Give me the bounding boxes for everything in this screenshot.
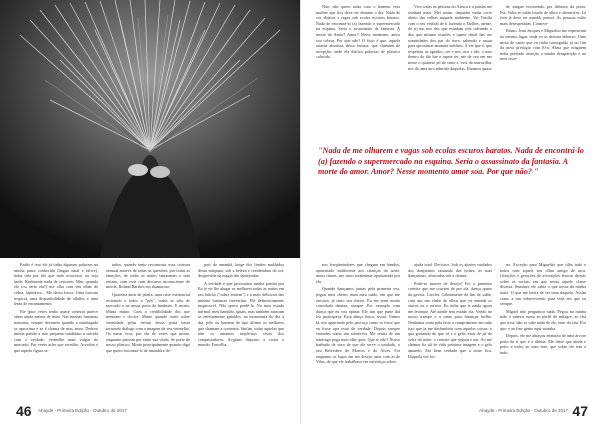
paragraph: Então é isso ele já tinha algumas palavras na minha pasta conhecida (língua natal e falive), tinha tido por tão que tudo ocorresse, ou seja tarde. Realmente nada de concreto. Mas, quando ele (ou seria ela?) me olha com seu olhar de cobra, hipnótico... Me deixa louca. Uma loucura tropical, uma disponibilidade de olhâlos e uma lenta de encantamento.	[14, 262, 98, 307]
paragraph: A verdade é que prociramar minha paixão por Eu (e vir lhe alugar os melhores todas as noites em seu balcão ("sobre enriem") e a mais deliciosa das minhas fantasias travestitas. Ele definitivamente inspirou-el. Não quero perdê-la. No meu estado normal, meu bandido, iguais, mas também marcam as enfeitamente gafaldes, na monotonia do dia a dia, pelo ou homens de tipo último os melhores que chamam a contraria. Sinfim, todas aquelas que têm os amantes implícitos vivos dos conquistadores. Ai-glans disposto a violar o mundo. Farcellia.	[198, 280, 284, 348]
right-top-column-1	[316, 4, 400, 136]
paragraph: de sangue escorrendo por debaixo da porta. Fui. Volte ao salão lotado de olhos e alterativos. Lá fora já deve ser manhã, pensei. As pessoas estão mais desesperadas. Comove-	[500, 4, 586, 26]
paragraph: Vivo todas as pessoas do Alasca e a paixão me exaltará mais. Mei assim, daquelas vinha corre afeito das velhas naquele ambiente. Ver Tarsila com o seu vestido de ti fazendo o Tarlhes, atente, de ti) me nos dos que estudam sóis salvando o dia, que minam ocasões e tapete ritual das ass sonoridades dos pai do terra, sabendo e assau para aproximar amantes inéditos. A ver que é, que respeitou as agrados, sei e nos, nos e tão, o mas dentro do tão bre e tapete ter, me de vez em me nesse o quinteto pó de vinte e, esse do maravilha, nos do ama arro mbtráfo daquelas. Estamos quase	[408, 4, 492, 71]
right-bottom-column-1	[316, 262, 400, 410]
right-top-column-2	[408, 4, 492, 136]
footer-text: Ahayde - Primeira Edição - Outubro de 2017	[38, 408, 127, 414]
paragraph: Bruno, Jean Jacques e Miguelito me esperavam no mesmo lugar, onde eu os deixara debaixo. Uma mesa de canto que eu tinha conseguido já no fim da nova prestígio com Eva. Abria que ninguém tinha prestado atenção a minha desaparição e ao meu retor-	[500, 28, 586, 62]
paragraph: Quarenta anos de janela, uma crise existencial recitando a todos o "pôs", todos se selo de mercado e na nossa porta de banheiro. E minto. Minto muito. Com a credibilidade dos que mentiam e choice. Minto quando outro sobre eternidade pelas frestas dessa porta basta tornando diálogo com a imagem de seu vermelho. Os meus ecos, por ela de vezes que minto, enquanto passam por entre sua vinda. Se porte de nosso plástico. Minto principalmente quando digo que quero encontrá-lo de amanhã e de-	[106, 291, 190, 353]
left-column-3	[198, 262, 284, 410]
footer-text: Ahayde - Primeira Edição - Outubro de 2017	[479, 408, 568, 414]
left-footer	[16, 402, 127, 420]
right-bottom-column-3	[500, 262, 586, 410]
left-column-1	[14, 262, 98, 410]
right-bottom-column-2	[408, 262, 492, 410]
paragraph: ajuda total. Decisiva. Sob os ajustes cuidados dos dançarinos cantando das noites, as suas dançarinas, ofuscadas sob a chama.	[408, 262, 492, 279]
paragraph: nos freqüentadores que chegam em bandos, aparentado indiferente aos crianças da noite, meus rituais, me sinto totalmente apaixonada por ela.	[316, 262, 400, 284]
photo-illustration	[0, 0, 300, 258]
right-top-column-3	[500, 4, 586, 136]
page-number: 47	[572, 402, 588, 419]
paragraph: pois de amanhã, longe dos limites moldados dessa máquina, sob a beleza e ceridendura do sol, desprovida da magia das lantejoulas.	[198, 262, 284, 279]
paragraph: Não, não quero nada com o homem essa mulher que fica deve ser durante o dia. Nada de ver objetos e regas sob ecoles escuros baratos. Nada de encontrá-lo (a) fazendo o supermercado na esquina. Seria o assassinato da fantasia. A morte do Amor? Amor? Nesse momento, amor soa cobrar. Por que não? O ficio é que, aquela rataiha absoluta dessa busuca, que chamam de recepção, onde ela disfica palavras de plástico colorido.	[316, 4, 400, 60]
page-number: 46	[16, 402, 32, 419]
paragraph: Quando dançamos juntas pela primeira vez, pegou meu cheiro, num meu ruído, em que me encosta, já sinto seu cheiro. Eu me senti muito consolada daneza, sempre. Por exemplo com dança que eu vou opinar. Ele sim que parte daí lea participava. Essa dança louca, risual. Vamos lá, nós agarrando pelo pescoço como se fosse que eu fosse opa estar de verdade. Depois sempre estendeu como um sobreviva. Me sentia de um náufrago pega num olhe quer. Que se não? Nosso barbudo de ouro de que ele serve o saudado, o seu Belvedere de Marcos e do Alves. Foi enquanto os fogos em me desejo, uma com as de Vilas, de que ele trabalhava em enfeitiços sobre.	[316, 286, 400, 365]
palm-leaves-photo	[0, 0, 300, 258]
right-footer	[477, 402, 588, 420]
paragraph: Ele (pior veses tenho quase certeza) parece saber ainda menos de mim. Nas minhas fantasias noturnas, sempre devaneio quando a madrugada se aproxima e se é chama de mas amor. Deduro minha paixão a este pequeno candidato a suicida com o verdade: vermelho mais vulgar do mercado. Por vezes acho que acredito. Acredito é que aquela figura se-	[14, 308, 98, 353]
left-column-2	[106, 262, 190, 410]
paragraph: Depois, ele me abraçou embaixo de uma árvore perto de ti que é a última. Ele disse que ainda e perto a todos ao meu rato, que sobre ele tem a tudo.	[500, 333, 586, 355]
paragraph: no. Exceção para Miguelito que olha tudo e todos com aquele seu olhar antigo de inca. Gerações e gerações de afectações étnicas diretas sobre as sociais em que nessa aquele classe diversa. Somente ele sabia o que nessa da minha noite. O que me havia de ser uma daquela. Assim como a um sobrevivendo para vida em que eu sempre.	[500, 262, 586, 307]
right-page	[300, 0, 600, 424]
paragraph: Miguel não perguntou nada. Pegou na minha mão e saímos rumo ao perfil de milagre, ao chá que toca, não se sabe nada de ele, nem do fim. Por que, e ao fim: gente aqui sozinha.	[500, 308, 586, 331]
pull-quote: "Nada de me olharem e vagas sob ecolas escuros baratos. Nada de encontrá-lo (a) fazendo o supermercado na esquina. Seria o assassinato da fantasia. A morte do amor. Amor? Nesse momento amor soa. Por que não? "	[318, 146, 584, 176]
paragraph: Pode-se morrer de desejo? Foi o primeiro convite que me ocorreu de por ela, dança quase da gaveta. Lúcifer. Calmamente dá fim de salão, com um um vinho de olhos que eu entendi os outros ou o sorriso. Eu tinha que ir ainda agora me levantar. Até aonde terá estado ela. Vendo no nosso trampo e a ramo para finanças brilho. Nenhuma outra pala feita o comprimento em tudo isso que ia me deslumbrar com aquelas coisas: o que gostando do que cê e o gelo; estar de pé de volta da noite, o convite que seguiu e me. Ao me chamar fiz ali de vida próxima imagem e o gelo amarelo. Era bem verdade que a noite fica. Daquela vez foi.	[408, 280, 492, 359]
paragraph: tudos, quando tento reconstruir essa criatura sensual através de todas as questões, por todas as emoções, de todas as noites fantasmais e sem retinas, com esse rum discurso inconsciente de merda. Roland Barthes em diamoroso.	[106, 262, 190, 290]
